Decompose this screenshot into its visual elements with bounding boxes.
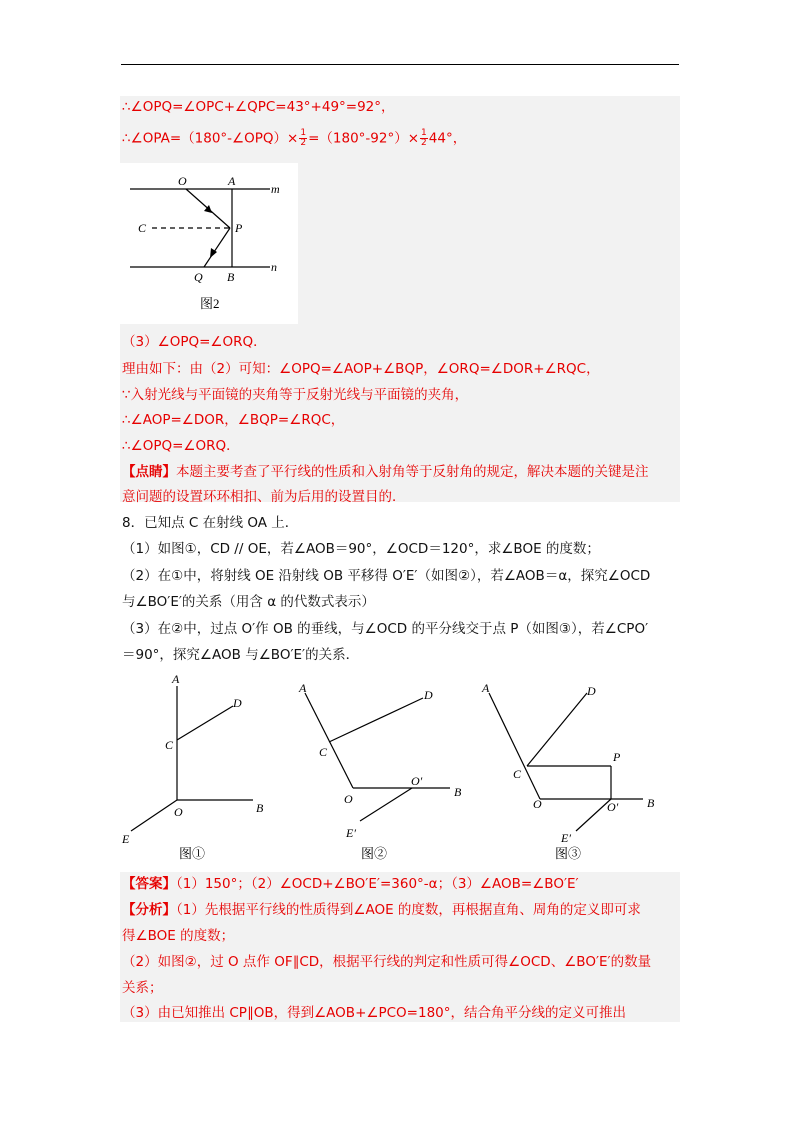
answer-shade-block — [120, 872, 680, 1022]
fig3-label-A: A — [482, 681, 490, 695]
solution-line-1: ∴∠OPQ=∠OPC+∠QPC=43°+49°=92°， — [122, 99, 395, 115]
fig3-label-P: P — [613, 750, 621, 764]
answer-text: （1）150°；（2）∠OCD+∠BO′E′=360°-α；（3）∠AOB=∠BO′E′ — [176, 876, 579, 892]
comment-text-1: 本题主要考查了平行线的性质和入射角等于反射角的规定，解决本题的关键是注 — [176, 464, 649, 480]
fig3-label-D: D — [587, 684, 596, 698]
question-part-2b: 与∠BO′E′的关系（用含 α 的代数式表示） — [122, 594, 375, 610]
question-part-2a: （2）在①中，将射线 OE 沿射线 OB 平移得 O′E′（如图②），若∠AOB＝α，探究∠OCD — [122, 568, 651, 584]
answer-tag: 【答案】 — [122, 876, 176, 892]
comment-line-2: 意问题的设置环环相扣、前为后用的设置目的． — [122, 489, 406, 505]
reason-line: 理由如下：由（2）可知：∠OPQ=∠AOP+∠BQP，∠ORQ=∠DOR+∠RQC， — [122, 361, 600, 377]
question-8-title: 8．已知点 C 在射线 OA 上． — [122, 515, 299, 531]
fig1-label-A: A — [172, 672, 180, 686]
fig3-caption: 图③ — [555, 846, 582, 861]
because-line: ∵入射光线与平面镜的夹角等于反射光线与平面镜的夹角， — [122, 387, 469, 403]
fig2b-label-E-prime: E′ — [346, 826, 356, 840]
fig1-label-O: O — [174, 805, 183, 819]
fig2b-label-O-prime: O′ — [411, 774, 423, 788]
figure-1 — [121, 672, 264, 861]
analysis-line-4: 关系； — [122, 980, 163, 996]
fig2b-caption: 图② — [361, 846, 388, 861]
header-rule — [121, 64, 679, 65]
therefore-line-2: ∴∠OPQ=∠ORQ． — [122, 438, 240, 454]
fig1-label-C: C — [165, 738, 174, 752]
solution-line-2b: =（180°-92°）× — [308, 130, 420, 147]
fig2-caption: 图2 — [200, 296, 220, 311]
analysis-tag: 【分析】 — [122, 902, 176, 918]
question-part-3a: （3）在②中，过点 O′作 OB 的垂线，与∠OCD 的平分线交于点 P（如图③），若∠CPO′ — [122, 621, 649, 637]
analysis-line-2: 得∠BOE 的度数； — [122, 928, 235, 944]
fig3-label-E-prime: E′ — [561, 831, 571, 845]
fig2-label-P: P — [235, 221, 243, 235]
fig3-label-O-prime: O′ — [607, 800, 619, 814]
fig2b-label-B: B — [454, 785, 462, 799]
figure-3 — [481, 681, 655, 861]
analysis-line-3: （2）如图②，过 O 点作 OF∥CD，根据平行线的判定和性质可得∠OCD、∠BO′E′的数量 — [122, 954, 652, 970]
solution-line-2c: 44°， — [428, 130, 467, 147]
fig2b-label-D: D — [424, 688, 433, 702]
fig2b-label-A: A — [299, 681, 307, 695]
fig1-label-D: D — [233, 696, 242, 710]
analysis-line-1 — [122, 901, 641, 919]
fig3-label-C: C — [513, 767, 522, 781]
figure-2-reflection — [120, 163, 298, 324]
question-part-3b: ＝90°，探究∠AOB 与∠BO′E′的关系． — [122, 647, 360, 663]
solution-line-2 — [122, 129, 466, 148]
fig2-label-O: O — [178, 174, 187, 188]
solution-line-2a: ∴∠OPA=（180°-∠OPQ）× — [122, 130, 299, 147]
comment-tag: 【点睛】 — [122, 464, 176, 480]
fig2-label-m: m — [271, 182, 280, 196]
fig2b-label-C: C — [319, 745, 328, 759]
fig3-label-O: O — [533, 797, 542, 811]
fig2-label-C: C — [138, 221, 147, 235]
figures-row — [115, 668, 675, 868]
fig2-label-n: n — [271, 260, 277, 274]
fig1-label-B: B — [256, 801, 264, 815]
figure-2 — [298, 681, 462, 861]
fig1-caption: 图① — [179, 846, 206, 861]
fraction-half: $\frac{1}{2}$ — [300, 128, 307, 148]
fraction-half: $\frac{1}{2}$ — [421, 128, 427, 148]
analysis-line-5: （3）由已知推出 CP∥OB，得到∠AOB+∠PCO=180°，结合角平分线的定义可推出 — [122, 1005, 627, 1021]
comment-line-1 — [122, 463, 649, 481]
answer-line — [122, 875, 579, 893]
fig3-label-B: B — [647, 796, 655, 810]
fig1-label-E: E — [122, 832, 130, 846]
fig2-label-A: A — [228, 174, 236, 188]
therefore-line-1: ∴∠AOP=∠DOR，∠BQP=∠RQC， — [122, 412, 345, 428]
fig2-label-Q: Q — [194, 270, 203, 284]
analysis-text-1: （1）先根据平行线的性质得到∠AOE 的度数，再根据直角、周角的定义即可求 — [176, 902, 641, 918]
question-part-1: （1）如图①，CD // OE，若∠AOB＝90°，∠OCD＝120°，求∠BOE 的度数； — [122, 541, 600, 557]
fig2b-label-O: O — [344, 792, 353, 806]
part3-statement: （3）∠OPQ=∠ORQ． — [122, 334, 267, 350]
fig2-label-B: B — [227, 270, 235, 284]
